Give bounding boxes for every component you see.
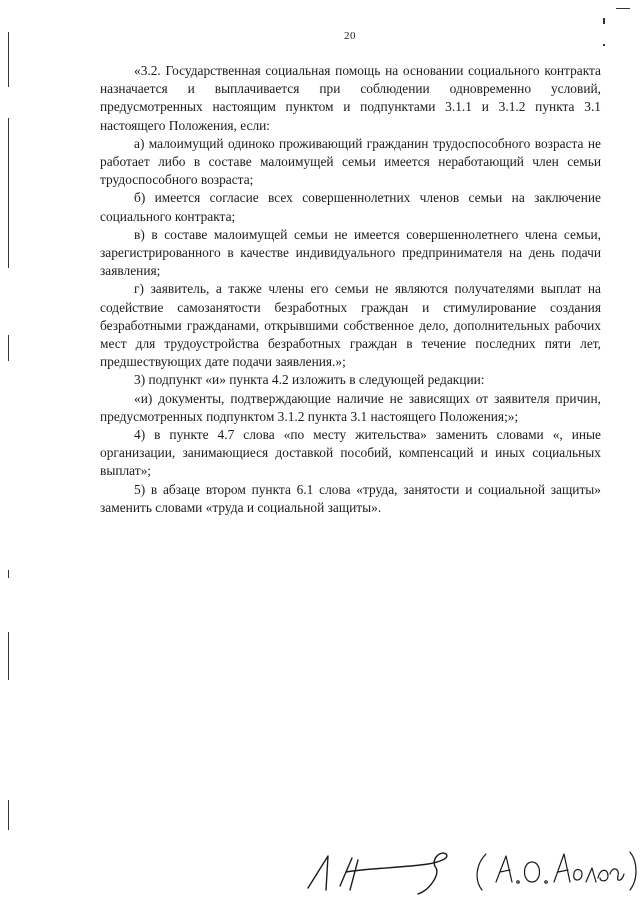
scan-edge-mark [8,335,9,361]
paragraph-item-4: 4) в пункте 4.7 слова «по месту жительства» заменить словами «, иные организации, занимающиеся доставкой пособий, компенсаций и иных социальных выплат»; [100,427,601,479]
scan-corner-mark [616,8,630,9]
paragraph-item-5: 5) в абзаце втором пункта 6.1 слова «труда, занятости и социальной защиты» заменить словами «труда и социальной защиты». [100,481,601,515]
paragraph-clause-i: «и) документы, подтверждающие наличие не зависящих от заявителя причин, предусмотренных подпунктом 3.1.2 пункта 3.1 настоящего Положения;»; [100,390,601,424]
scan-corner-mark [603,18,605,24]
scan-edge-mark [8,800,9,830]
paragraph-item-3: 3) подпункт «и» пункта 4.2 изложить в следующей редакции: [134,372,485,388]
handwritten-signature [300,838,640,898]
paragraph-clause-g: г) заявитель, а также члены его семьи не являются получателями выплат на содействие самозанятости безработных граждан и стимулирование создания безработными гражданами, открывшими собственное дело, дополнительных рабочих мест для трудоустройства безработных граждан в течение последних пяти лет, предшествующих дате подачи заявления.»; [100,281,601,370]
scan-edge-mark [8,632,9,680]
signature-block [300,838,640,898]
scan-corner-mark [603,44,605,46]
paragraph-clause-v: в) в составе малоимущей семьи не имеется совершеннолетнего члена семьи, зарегистрированного в качестве индивидуального предпринимателя на день подачи заявления; [100,226,601,279]
scan-edge-mark [8,570,9,578]
document-body [100,62,601,517]
paragraph-clause-b: б) имеется согласие всех совершеннолетних членов семьи на заключение социального контракта; [100,190,601,224]
page-number: 20 [344,30,356,42]
scan-edge-mark [8,118,9,268]
paragraph-clause-3-2: «3.2. Государственная социальная помощь на основании социального контракта назначается и выплачивается при соблюдении одновременно условий, предусмотренных настоящим пунктом и подпунктами 3.1.1 и 3.1.2 пункта 3.1 настоящего Положения, если: [100,63,601,133]
paragraph-clause-a: а) малоимущий одиноко проживающий гражданин трудоспособного возраста не работает либо в составе малоимущей семьи имеется неработающий член семьи трудоспособного возраста; [100,135,601,188]
